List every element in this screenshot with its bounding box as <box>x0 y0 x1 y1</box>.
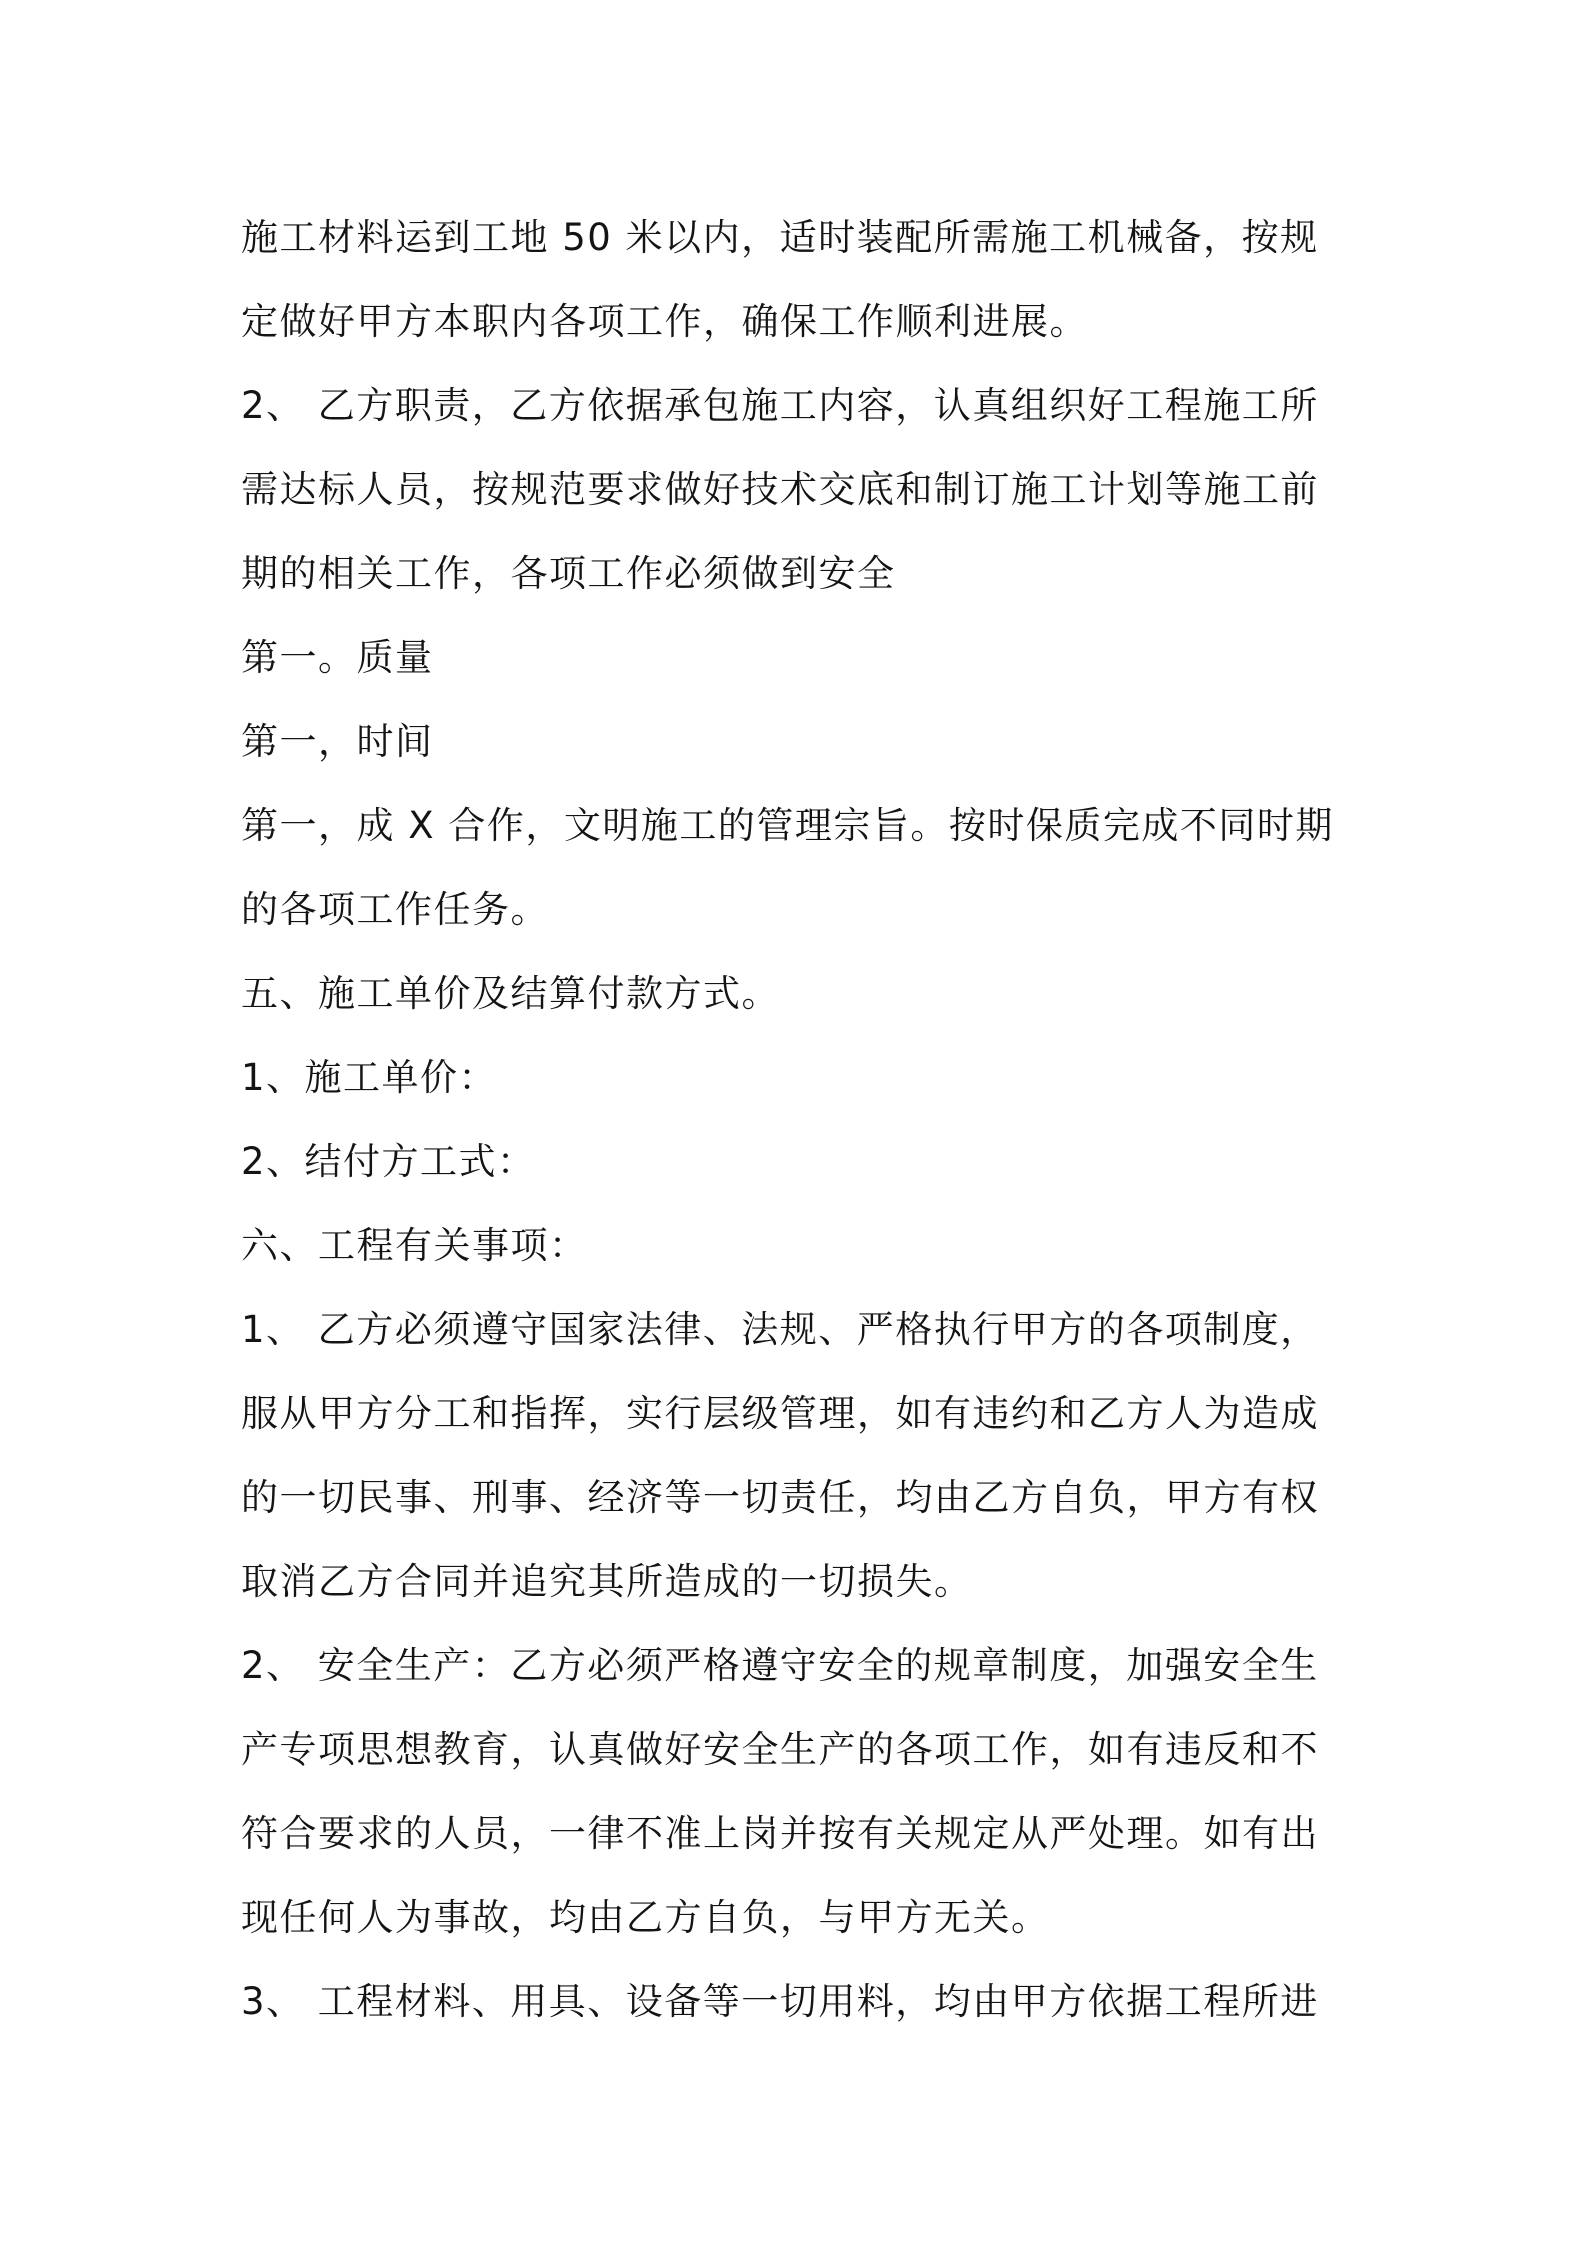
section-heading: 五、施工单价及结算付款方式。 <box>241 972 780 1015</box>
text-line: 的各项工作任务。 <box>241 888 549 931</box>
text-line: 施工材料运到工地 50 米以内，适时装配所需施工机械备，按规 <box>241 216 1319 259</box>
text-line: 第一，时间 <box>241 720 434 763</box>
text-line: 1、施工单价： <box>241 1056 498 1099</box>
document-body <box>241 196 1361 2044</box>
text-line: 2、 安全生产：乙方必须严格遵守安全的规章制度，加强安全生 <box>241 1644 1319 1687</box>
text-line: 产专项思想教育，认真做好安全生产的各项工作，如有违反和不 <box>241 1728 1319 1771</box>
text-line: 期的相关工作，各项工作必须做到安全 <box>241 552 896 595</box>
text-line: 需达标人员，按规范要求做好技术交底和制订施工计划等施工前 <box>241 468 1319 511</box>
text-line: 2、结付方工式： <box>241 1140 536 1183</box>
text-line: 3、 工程材料、用具、设备等一切用料，均由甲方依据工程所进 <box>241 1980 1319 2023</box>
text-line: 服从甲方分工和指挥，实行层级管理，如有违约和乙方人为造成 <box>241 1392 1319 1435</box>
text-line: 第一，成 X 合作，文明施工的管理宗旨。按时保质完成不同时期 <box>241 804 1334 847</box>
text-line: 现任何人为事故，均由乙方自负，与甲方无关。 <box>241 1896 1050 1939</box>
text-line: 2、 乙方职责，乙方依据承包施工内容，认真组织好工程施工所 <box>241 384 1319 427</box>
text-line: 符合要求的人员，一律不准上岗并按有关规定从严处理。如有出 <box>241 1812 1319 1855</box>
section-heading: 六、工程有关事项： <box>241 1224 588 1267</box>
text-line: 1、 乙方必须遵守国家法律、法规、严格执行甲方的各项制度， <box>241 1308 1319 1351</box>
text-line: 取消乙方合同并追究其所造成的一切损失。 <box>241 1560 973 1603</box>
text-line: 定做好甲方本职内各项工作，确保工作顺利进展。 <box>241 300 1088 343</box>
text-line: 第一。质量 <box>241 636 434 679</box>
text-line: 的一切民事、刑事、经济等一切责任，均由乙方自负，甲方有权 <box>241 1476 1319 1519</box>
